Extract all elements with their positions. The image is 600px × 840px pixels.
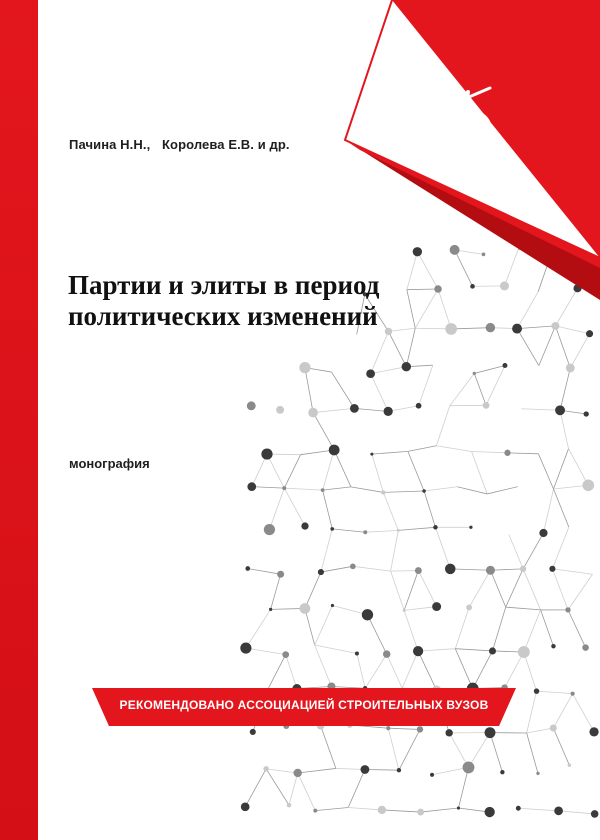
network-link xyxy=(248,569,281,575)
network-link xyxy=(408,451,424,491)
network-link xyxy=(552,569,592,574)
network-link xyxy=(457,487,487,494)
network-link xyxy=(490,570,505,607)
network-link xyxy=(266,769,298,773)
network-node xyxy=(383,650,391,658)
network-node xyxy=(534,688,539,693)
network-node xyxy=(381,490,385,494)
network-link xyxy=(404,610,418,651)
network-link xyxy=(404,571,418,611)
network-node xyxy=(500,770,504,774)
network-link xyxy=(418,651,437,690)
network-node xyxy=(549,566,555,572)
network-link xyxy=(252,487,285,488)
network-link xyxy=(399,729,420,770)
network-link xyxy=(323,450,335,490)
network-link xyxy=(474,366,505,374)
network-link xyxy=(455,649,472,689)
network-link xyxy=(365,530,398,532)
network-node xyxy=(589,727,598,736)
network-node xyxy=(240,642,251,653)
network-link xyxy=(267,454,284,488)
network-node xyxy=(321,488,325,492)
network-link xyxy=(332,372,355,408)
network-node xyxy=(482,253,486,257)
network-link xyxy=(492,607,505,651)
network-link xyxy=(269,488,284,529)
network-node xyxy=(445,564,456,575)
network-node xyxy=(415,567,422,574)
network-link xyxy=(472,452,488,494)
network-link xyxy=(424,487,457,491)
banner-text: РЕКОМЕНДОВАНО АССОЦИАЦИЕЙ СТРОИТЕЛЬНЫХ ВУЗОВ xyxy=(119,698,489,712)
network-link xyxy=(402,651,418,688)
network-link xyxy=(527,691,537,733)
network-node xyxy=(362,609,373,620)
network-link xyxy=(315,645,357,653)
network-link xyxy=(321,529,332,572)
network-node xyxy=(350,404,359,413)
network-link xyxy=(570,334,589,368)
network-node xyxy=(466,605,472,611)
network-node xyxy=(276,406,284,414)
network-link xyxy=(388,728,420,729)
network-node xyxy=(502,363,507,368)
network-link xyxy=(506,569,523,607)
book-genre: монография xyxy=(69,456,150,471)
network-node xyxy=(551,644,555,648)
network-node xyxy=(413,247,422,256)
network-node xyxy=(378,806,386,814)
network-node xyxy=(432,602,441,611)
network-link xyxy=(321,726,336,769)
network-node xyxy=(397,529,400,532)
network-link xyxy=(266,769,289,805)
network-link xyxy=(554,489,569,527)
network-node xyxy=(430,773,434,777)
network-node xyxy=(308,408,318,418)
network-node xyxy=(483,402,490,409)
network-link xyxy=(419,365,433,406)
network-link xyxy=(382,810,421,812)
network-link xyxy=(357,653,365,688)
network-link xyxy=(568,610,586,648)
network-link xyxy=(421,808,459,812)
network-node xyxy=(282,486,286,490)
network-link xyxy=(371,374,389,412)
network-node xyxy=(568,763,572,767)
network-link xyxy=(298,768,336,773)
network-link xyxy=(560,410,568,448)
network-link xyxy=(334,450,351,487)
network-link xyxy=(490,733,502,773)
network-link xyxy=(289,773,298,805)
network-link xyxy=(315,606,333,646)
network-node xyxy=(247,482,256,491)
network-link xyxy=(284,455,300,488)
network-node xyxy=(539,529,547,537)
network-link xyxy=(383,492,398,530)
network-node xyxy=(287,803,292,808)
network-node xyxy=(282,651,289,658)
network-node xyxy=(518,646,530,658)
network-link xyxy=(486,366,505,406)
title-line-1: Партии и элиты в период xyxy=(68,270,380,300)
network-node xyxy=(504,450,510,456)
network-node xyxy=(370,453,373,456)
network-node xyxy=(591,810,599,818)
network-link xyxy=(455,607,469,648)
network-node xyxy=(313,809,317,813)
network-link xyxy=(543,489,553,533)
network-link xyxy=(372,454,383,492)
network-node xyxy=(555,405,565,415)
network-link xyxy=(383,491,424,492)
network-link xyxy=(323,490,333,529)
network-node xyxy=(450,245,460,255)
network-link xyxy=(305,368,313,413)
network-node xyxy=(318,569,324,575)
network-link xyxy=(436,446,471,452)
author-1: Пачина Н.Н., xyxy=(69,137,151,152)
network-node xyxy=(489,647,496,654)
network-node xyxy=(485,727,496,738)
network-node xyxy=(397,768,401,772)
network-link xyxy=(406,328,415,366)
network-link xyxy=(245,769,266,807)
network-node xyxy=(301,522,308,529)
network-link xyxy=(391,530,399,571)
network-node xyxy=(247,401,256,410)
network-link xyxy=(473,651,493,689)
network-node xyxy=(269,608,272,611)
network-node xyxy=(565,607,570,612)
network-node xyxy=(329,445,340,456)
network-link xyxy=(569,449,589,486)
recommendation-banner xyxy=(92,688,516,726)
network-node xyxy=(486,566,495,575)
network-link xyxy=(315,645,332,686)
network-link xyxy=(315,808,348,811)
network-link xyxy=(506,607,541,610)
network-link xyxy=(348,808,382,810)
network-link xyxy=(472,452,508,453)
network-node xyxy=(241,802,250,811)
network-node xyxy=(520,566,526,572)
network-link xyxy=(552,569,568,610)
network-node xyxy=(586,330,593,337)
network-link xyxy=(517,329,539,366)
network-link xyxy=(286,655,297,689)
network-link xyxy=(313,413,334,450)
network-node xyxy=(384,407,393,416)
network-link xyxy=(490,569,523,570)
network-link xyxy=(538,454,553,489)
title-line-2: политических изменений xyxy=(68,301,378,331)
network-link xyxy=(552,527,568,569)
network-link xyxy=(424,491,435,527)
network-link xyxy=(372,451,408,454)
network-node xyxy=(417,809,424,816)
network-node xyxy=(299,362,310,373)
network-node xyxy=(516,806,521,811)
network-link xyxy=(351,487,383,493)
network-node xyxy=(277,571,284,578)
author-2: Королева Е.В. и др. xyxy=(162,137,290,152)
network-link xyxy=(555,326,589,334)
network-link xyxy=(541,610,554,646)
network-link xyxy=(271,574,281,609)
network-link xyxy=(246,648,286,655)
network-link xyxy=(348,769,365,807)
network-link xyxy=(404,607,436,611)
network-link xyxy=(509,534,523,568)
network-node xyxy=(584,411,589,416)
network-link xyxy=(518,808,558,811)
network-link xyxy=(450,569,490,570)
network-node xyxy=(463,761,475,773)
network-node xyxy=(554,806,563,815)
network-link xyxy=(505,652,524,687)
network-link xyxy=(371,367,407,374)
network-link xyxy=(573,694,594,732)
network-link xyxy=(371,331,389,373)
network-node xyxy=(300,603,311,614)
network-link xyxy=(365,769,399,770)
network-link xyxy=(508,453,539,454)
network-link xyxy=(246,609,271,648)
network-link xyxy=(539,326,556,366)
network-link xyxy=(524,610,541,652)
network-link xyxy=(305,608,315,645)
network-node xyxy=(350,563,356,569)
network-link xyxy=(524,652,537,691)
network-link xyxy=(560,368,570,410)
network-link xyxy=(517,292,538,329)
network-node xyxy=(366,369,375,378)
network-link xyxy=(554,449,569,489)
network-link xyxy=(353,566,391,571)
network-link xyxy=(527,733,538,773)
network-link xyxy=(450,373,474,405)
network-link xyxy=(559,811,595,814)
network-node xyxy=(363,530,367,534)
network-link xyxy=(435,527,450,569)
network-link xyxy=(555,326,570,368)
network-node xyxy=(355,651,359,655)
network-link xyxy=(305,572,321,608)
network-link xyxy=(487,487,518,494)
network-link xyxy=(537,691,573,694)
network-link xyxy=(474,373,486,405)
network-link xyxy=(313,408,354,412)
network-node xyxy=(433,525,438,530)
network-node xyxy=(550,724,557,731)
network-link xyxy=(527,728,554,733)
network-node xyxy=(245,566,250,571)
network-node xyxy=(264,524,275,535)
network-node xyxy=(445,729,452,736)
network-link xyxy=(418,649,455,651)
authors xyxy=(69,137,290,152)
network-node xyxy=(469,526,472,529)
network-link xyxy=(387,654,402,688)
network-link xyxy=(553,694,572,728)
network-node xyxy=(566,364,575,373)
network-link xyxy=(458,767,468,808)
network-node xyxy=(536,772,539,775)
book-title xyxy=(68,270,508,332)
network-link xyxy=(267,655,285,691)
network-link xyxy=(388,331,406,366)
network-node xyxy=(294,769,302,777)
network-link xyxy=(398,527,435,530)
network-node xyxy=(571,692,575,696)
network-link xyxy=(555,288,577,326)
network-node xyxy=(386,726,390,730)
network-node xyxy=(551,322,559,330)
network-node xyxy=(250,729,256,735)
network-link xyxy=(323,487,351,490)
network-node xyxy=(473,372,476,375)
network-link xyxy=(469,570,490,607)
network-link xyxy=(284,488,305,526)
network-node xyxy=(413,646,423,656)
network-link xyxy=(388,728,399,770)
network-link xyxy=(332,529,365,532)
network-link xyxy=(391,571,405,610)
network-node xyxy=(331,604,334,607)
network-node xyxy=(330,527,334,531)
network-link xyxy=(408,446,437,452)
network-link xyxy=(365,654,387,688)
network-node xyxy=(263,766,268,771)
network-link xyxy=(388,406,418,412)
network-link xyxy=(321,566,353,572)
network-node xyxy=(416,403,422,409)
network-node xyxy=(512,324,522,334)
network-node xyxy=(402,362,411,371)
network-link xyxy=(354,408,388,411)
network-link xyxy=(436,406,449,446)
network-node xyxy=(582,644,588,650)
network-link xyxy=(523,533,543,569)
network-link xyxy=(418,571,436,607)
network-link xyxy=(521,409,560,411)
network-link xyxy=(568,574,593,610)
network-link xyxy=(523,569,541,610)
network-link xyxy=(455,649,492,651)
network-node xyxy=(582,479,594,491)
network-node xyxy=(361,765,370,774)
corner-fold xyxy=(345,0,600,300)
network-node xyxy=(403,609,406,612)
network-link xyxy=(391,571,419,572)
network-link xyxy=(284,488,322,490)
network-link xyxy=(553,728,569,765)
network-link xyxy=(517,326,555,329)
network-link xyxy=(298,773,316,811)
network-node xyxy=(485,807,495,817)
network-node xyxy=(261,448,272,459)
network-node xyxy=(417,726,423,732)
network-node xyxy=(422,489,426,493)
network-node xyxy=(457,806,460,809)
network-link xyxy=(367,615,386,654)
network-link xyxy=(468,733,490,768)
